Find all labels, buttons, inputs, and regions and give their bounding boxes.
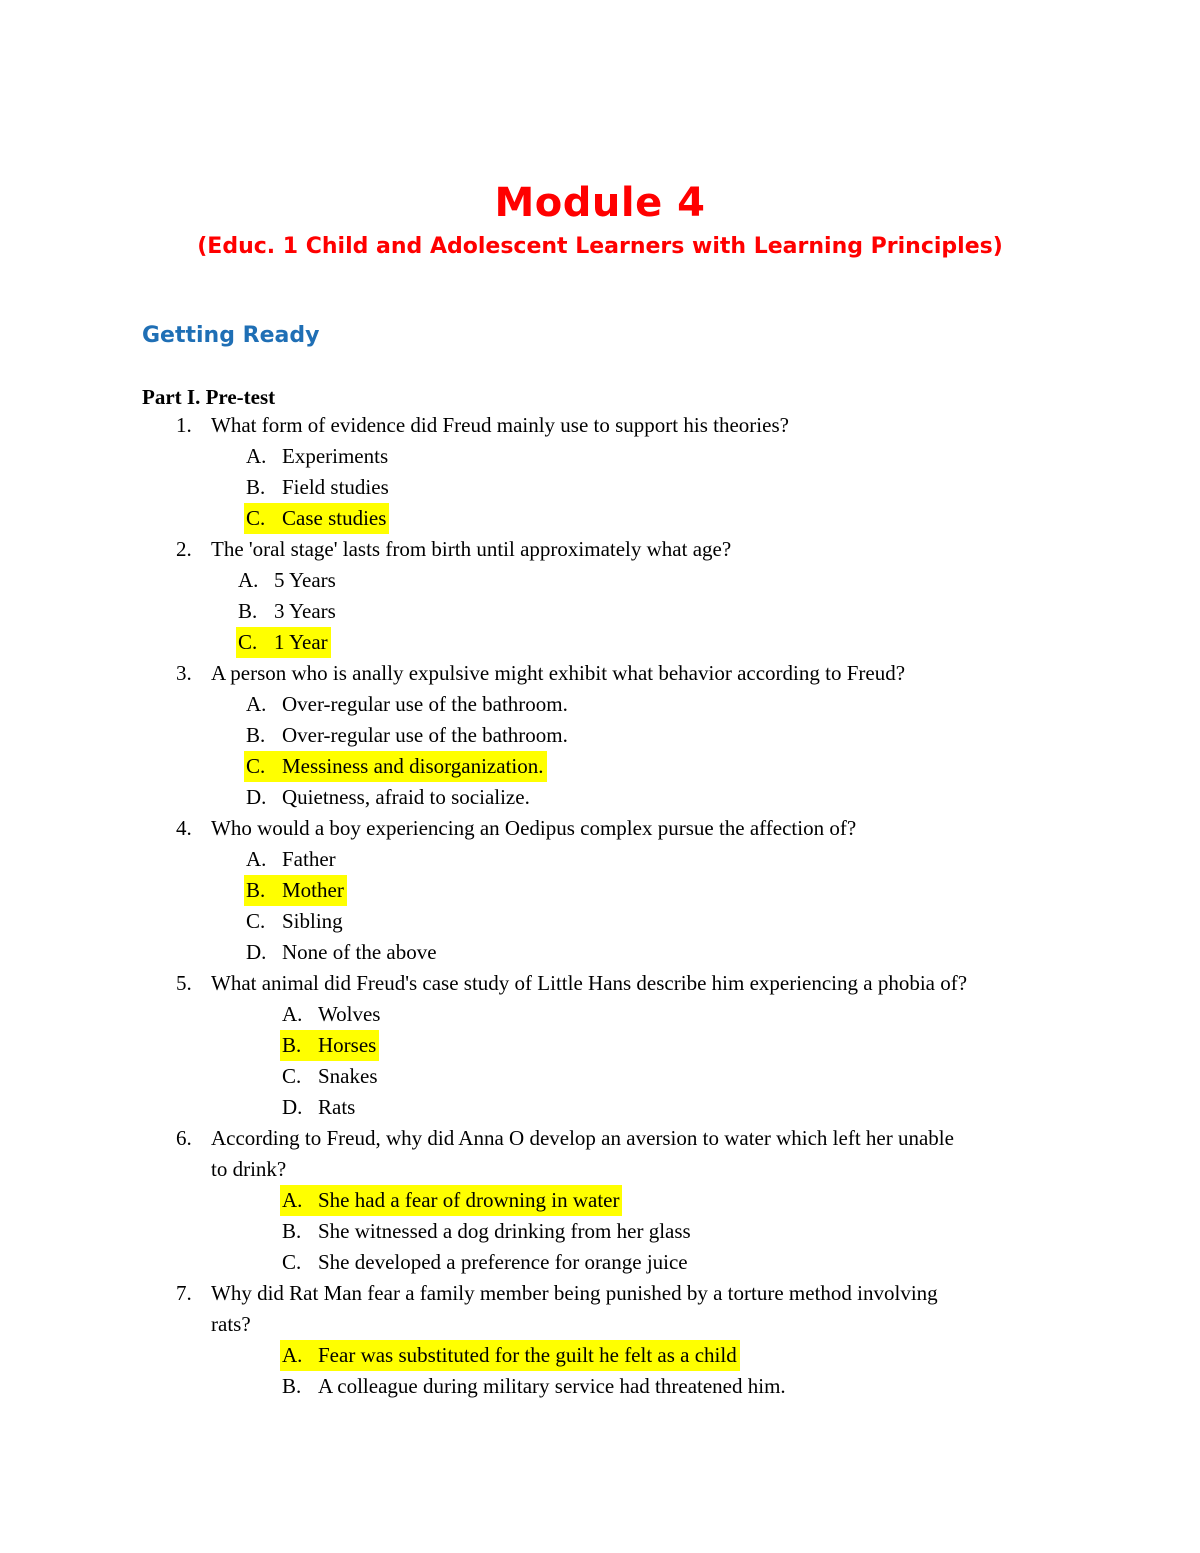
page-title: Module 4 bbox=[494, 180, 706, 226]
option-letter: A. bbox=[282, 1002, 303, 1026]
option-text: Snakes bbox=[318, 1064, 378, 1088]
option-letter: A. bbox=[246, 444, 267, 468]
question-text: The 'oral stage' lasts from birth until approximately what age? bbox=[211, 537, 732, 561]
question-text: According to Freud, why did Anna O develop an aversion to water which left her unable bbox=[211, 1126, 954, 1150]
answer-option-highlighted bbox=[280, 1030, 379, 1061]
option-text: She witnessed a dog drinking from her glass bbox=[318, 1219, 691, 1243]
option-text: 1 Year bbox=[274, 630, 328, 654]
question-text: What animal did Freud's case study of Little Hans describe him experiencing a phobia of? bbox=[211, 971, 968, 995]
option-letter: A. bbox=[282, 1343, 303, 1367]
option-letter: A. bbox=[246, 692, 267, 716]
answer-option bbox=[280, 999, 383, 1030]
option-letter: D. bbox=[246, 940, 267, 964]
option-text: Mother bbox=[282, 878, 344, 902]
question-number: 2. bbox=[176, 537, 192, 561]
answer-option bbox=[280, 1092, 358, 1123]
option-text: Over-regular use of the bathroom. bbox=[282, 692, 568, 716]
answer-option bbox=[280, 1216, 694, 1247]
option-letter: B. bbox=[246, 475, 266, 499]
option-letter: C. bbox=[246, 506, 266, 530]
answer-option bbox=[244, 782, 533, 813]
option-text: 5 Years bbox=[274, 568, 336, 592]
question-text-continued: to drink? bbox=[211, 1157, 287, 1181]
answer-option-highlighted bbox=[280, 1340, 740, 1371]
question-text: What form of evidence did Freud mainly use to support his theories? bbox=[211, 413, 789, 437]
answer-option bbox=[280, 1247, 691, 1278]
option-text: Quietness, afraid to socialize. bbox=[282, 785, 530, 809]
option-text: 3 Years bbox=[274, 599, 336, 623]
option-text: Case studies bbox=[282, 506, 387, 530]
option-letter: B. bbox=[238, 599, 258, 623]
option-text: Field studies bbox=[282, 475, 389, 499]
option-text: None of the above bbox=[282, 940, 437, 964]
option-text: She had a fear of drowning in water bbox=[318, 1188, 620, 1212]
question-number: 5. bbox=[176, 971, 192, 995]
option-text: Horses bbox=[318, 1033, 377, 1057]
section-heading: Getting Ready bbox=[142, 323, 320, 348]
option-text: Rats bbox=[318, 1095, 356, 1119]
option-text: Sibling bbox=[282, 909, 343, 933]
option-text: A colleague during military service had threatened him. bbox=[318, 1374, 786, 1398]
part-heading: Part I. Pre-test bbox=[142, 385, 276, 409]
question-number: 1. bbox=[176, 413, 192, 437]
option-text: Experiments bbox=[282, 444, 389, 468]
question-text: Who would a boy experiencing an Oedipus complex pursue the affection of? bbox=[211, 816, 857, 840]
option-text: Father bbox=[282, 847, 336, 871]
option-letter: B. bbox=[282, 1374, 302, 1398]
option-letter: A. bbox=[246, 847, 267, 871]
answer-option-highlighted bbox=[280, 1185, 622, 1216]
option-letter: B. bbox=[282, 1033, 302, 1057]
answer-option bbox=[236, 565, 339, 596]
option-text: Wolves bbox=[318, 1002, 381, 1026]
option-letter: B. bbox=[246, 878, 266, 902]
answer-option bbox=[244, 689, 571, 720]
option-text: She developed a preference for orange juice bbox=[318, 1250, 688, 1274]
option-letter: A. bbox=[238, 568, 259, 592]
option-letter: C. bbox=[246, 754, 266, 778]
answer-option bbox=[244, 937, 440, 968]
answer-option bbox=[236, 596, 339, 627]
answer-option bbox=[244, 472, 392, 503]
option-letter: B. bbox=[282, 1219, 302, 1243]
option-letter: D. bbox=[282, 1095, 303, 1119]
answer-option-highlighted bbox=[244, 875, 347, 906]
option-text: Over-regular use of the bathroom. bbox=[282, 723, 568, 747]
option-letter: A. bbox=[282, 1188, 303, 1212]
answer-option-highlighted bbox=[244, 751, 547, 782]
question-number: 4. bbox=[176, 816, 192, 840]
option-letter: B. bbox=[246, 723, 266, 747]
answer-option-highlighted bbox=[244, 503, 389, 534]
question-number: 3. bbox=[176, 661, 192, 685]
answer-option bbox=[280, 1371, 789, 1402]
option-letter: C. bbox=[246, 909, 266, 933]
option-text: Messiness and disorganization. bbox=[282, 754, 544, 778]
option-letter: C. bbox=[282, 1250, 302, 1274]
answer-option bbox=[244, 441, 391, 472]
question-number: 6. bbox=[176, 1126, 192, 1150]
question-text-continued: rats? bbox=[211, 1312, 251, 1336]
option-text: Fear was substituted for the guilt he felt as a child bbox=[318, 1343, 737, 1367]
option-letter: C. bbox=[238, 630, 258, 654]
answer-option bbox=[244, 844, 339, 875]
answer-option bbox=[244, 906, 346, 937]
answer-option bbox=[280, 1061, 381, 1092]
question-number: 7. bbox=[176, 1281, 192, 1305]
page-subtitle: (Educ. 1 Child and Adolescent Learners with Learning Principles) bbox=[197, 234, 1003, 259]
question-text: A person who is anally expulsive might exhibit what behavior according to Freud? bbox=[211, 661, 906, 685]
answer-option-highlighted bbox=[236, 627, 331, 658]
option-letter: D. bbox=[246, 785, 267, 809]
question-text: Why did Rat Man fear a family member being punished by a torture method involving bbox=[211, 1281, 938, 1305]
option-letter: C. bbox=[282, 1064, 302, 1088]
answer-option bbox=[244, 720, 571, 751]
